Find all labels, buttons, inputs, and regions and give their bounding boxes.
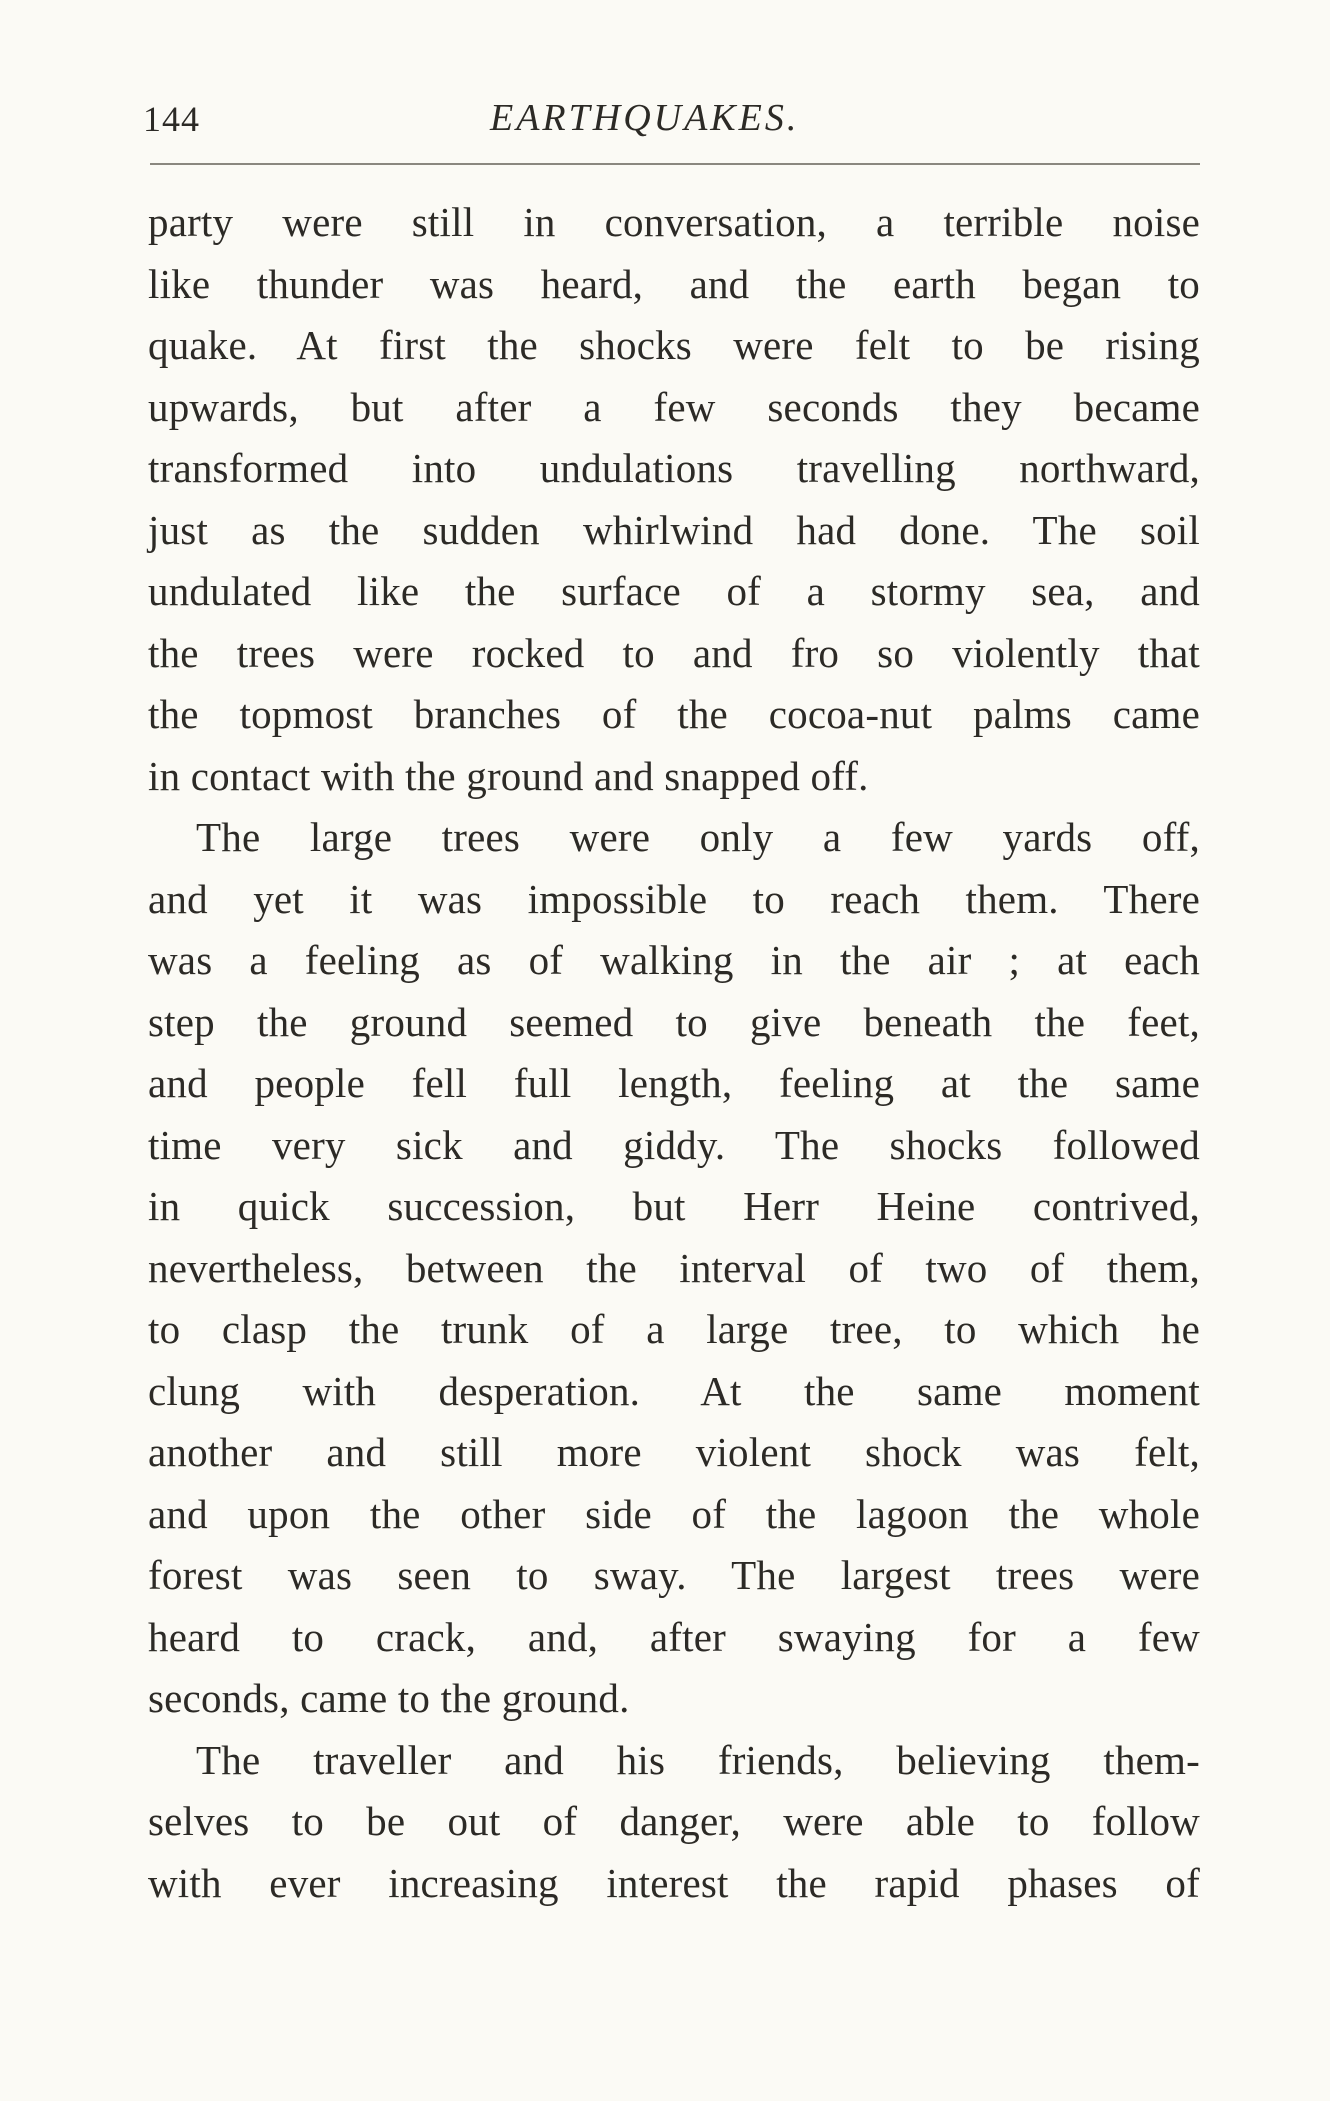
text-line: with ever increasing interest the rapid phases of [148,1859,1200,1906]
text-line: undulated like the surface of a stormy sea, and [148,568,1200,614]
text-line: transformed into undulations travelling northward, [148,445,1200,491]
text-line: heard to crack, and, after swaying for a few [148,1613,1200,1660]
text-line: the topmost branches of the cocoa-nut palms came [148,691,1200,737]
text-line: forest was seen to sway. The largest trees were [148,1552,1200,1598]
text-line: was a feeling as of walking in the air ; at each [148,937,1200,983]
text-line: seconds, came to the ground. [148,1675,630,1721]
header-rule [150,163,1200,165]
text-line: time very sick and giddy. The shocks followed [148,1121,1200,1168]
paragraph-first-line: The large trees were only a few yards off, [196,814,1200,860]
text-line: in quick succession, but Herr Heine contrived, [148,1183,1200,1229]
text-line: selves to be out of danger, were able to follow [148,1798,1200,1844]
text-line: and upon the other side of the lagoon the whole [148,1490,1200,1537]
text-line: like thunder was heard, and the earth began to [148,260,1200,307]
paragraph-first-line: The traveller and his friends, believing them- [196,1736,1200,1783]
text-line: and people fell full length, feeling at the same [148,1060,1200,1106]
body-text [148,192,1200,1914]
text-line: clung with desperation. At the same moment [148,1367,1200,1414]
text-line: the trees were rocked to and fro so violently that [148,629,1200,676]
text-line: and yet it was impossible to reach them. There [148,875,1200,922]
text-line: nevertheless, between the interval of two of them, [148,1244,1200,1291]
text-line: step the ground seemed to give beneath the feet, [148,998,1200,1045]
running-head-title: EARTHQUAKES. [490,97,800,139]
text-line: in contact with the ground and snapped off. [148,752,869,799]
text-line: another and still more violent shock was felt, [148,1429,1200,1475]
text-line: party were still in conversation, a terrible noise [148,199,1200,245]
text-line: quake. At first the shocks were felt to be rising [148,322,1200,368]
text-line: to clasp the trunk of a large tree, to which he [148,1306,1200,1352]
page-number: 144 [143,99,200,139]
text-line: upwards, but after a few seconds they became [148,383,1200,430]
text-line: just as the sudden whirlwind had done. The soil [148,506,1200,553]
